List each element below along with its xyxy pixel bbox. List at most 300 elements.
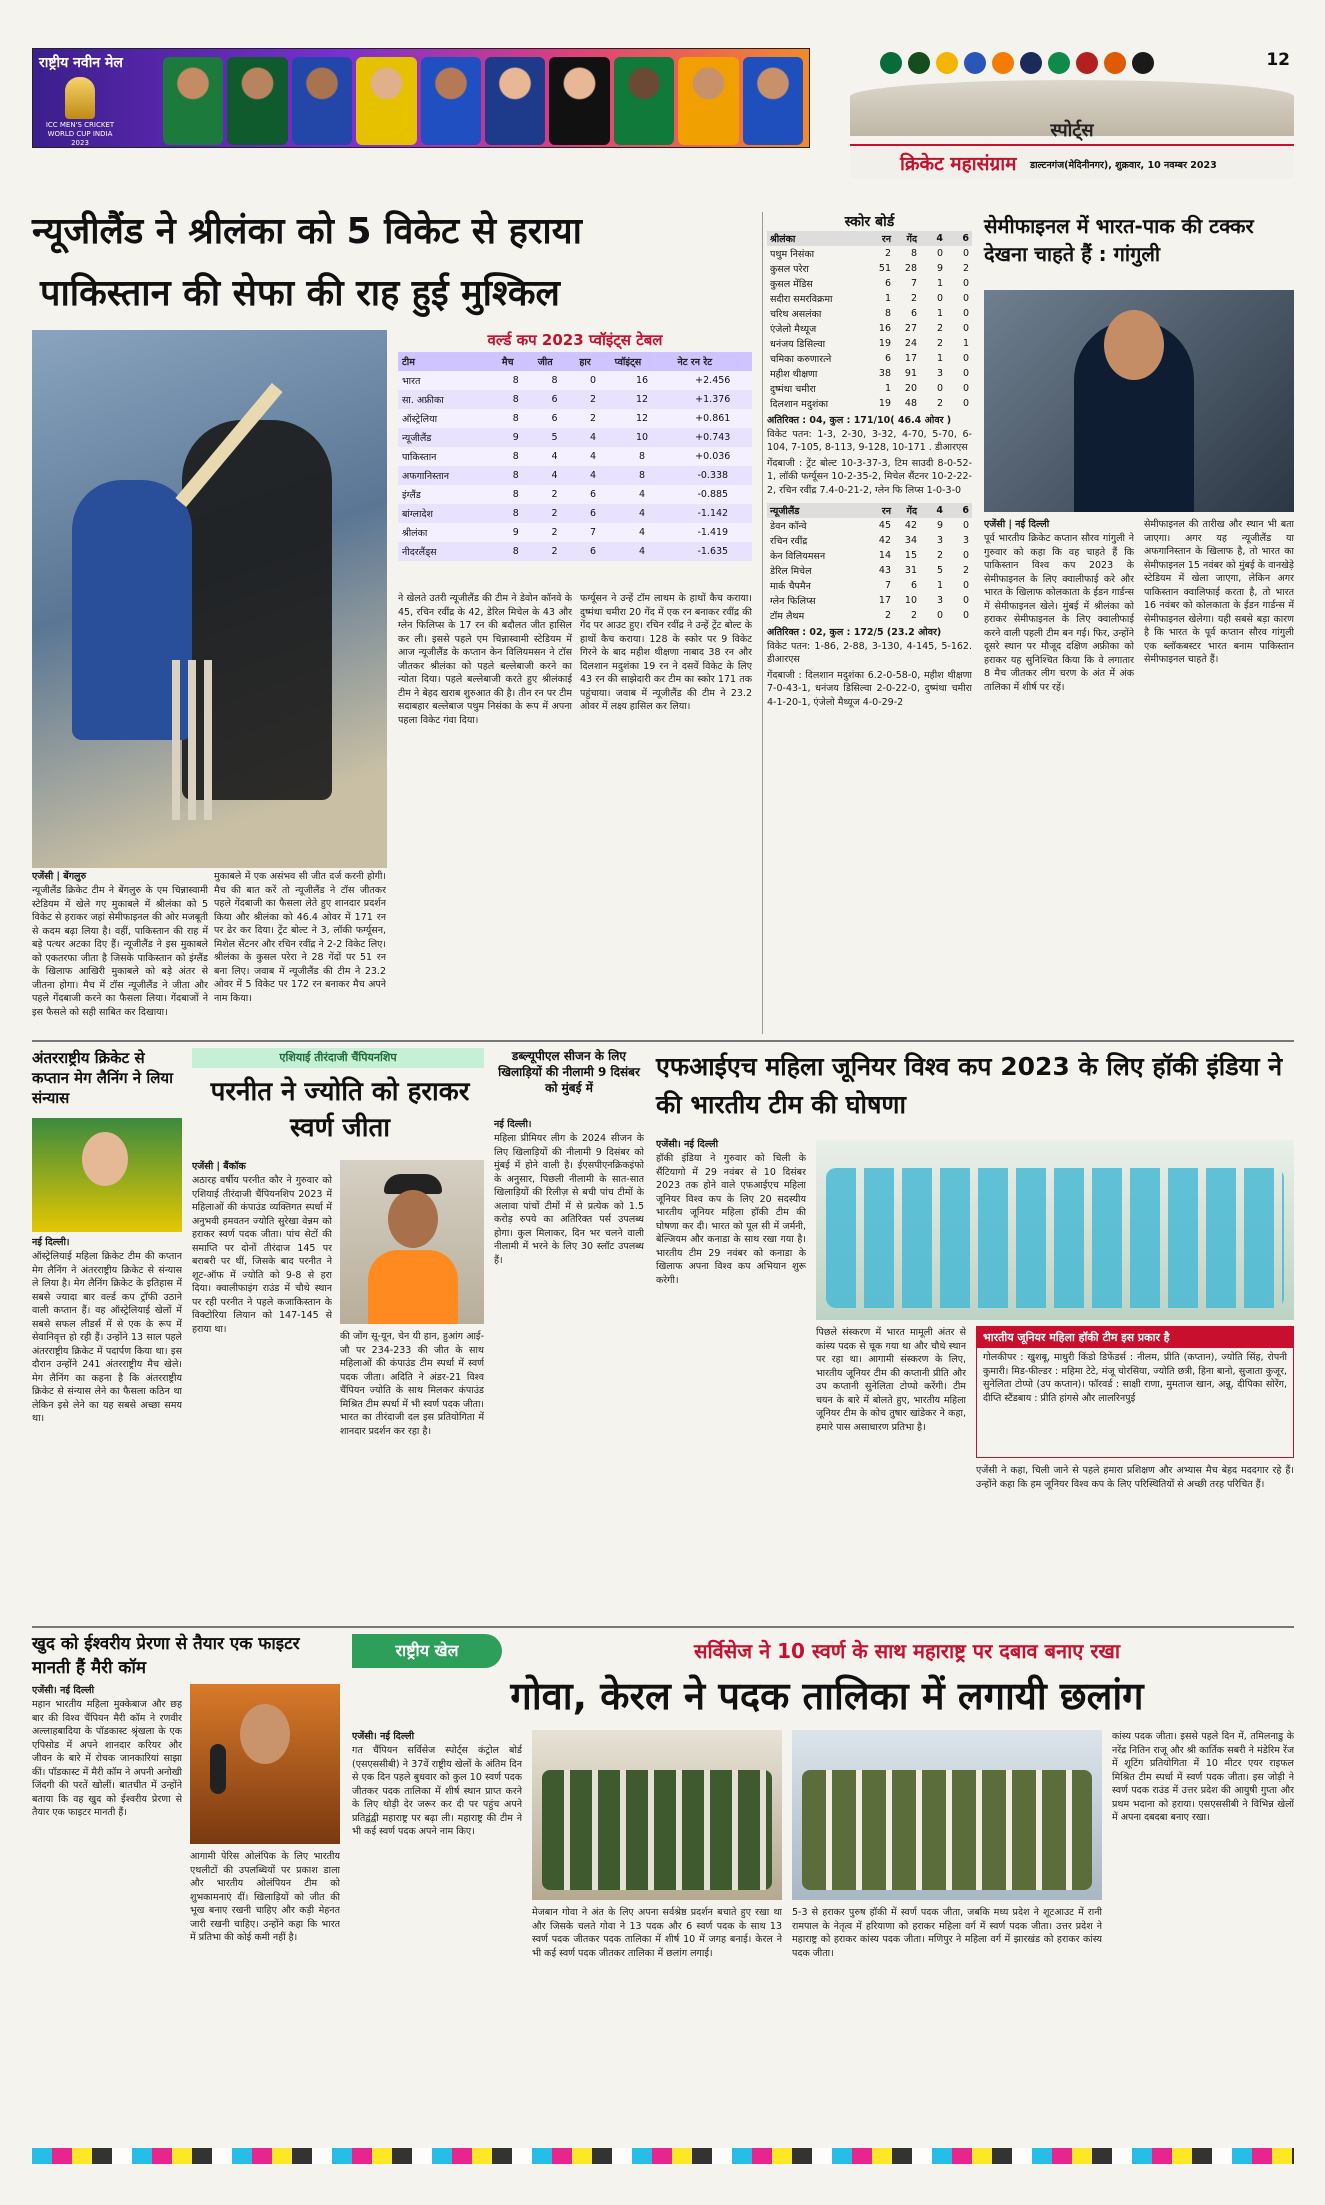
lead-body-col2: मुकाबले में एक असंभव सी जीत दर्ज करनी होगी। मैच की बात करें तो न्यूजीलैंड ने टॉस जीतकर पहले गेंदबाजी का फैसला लेते हुए शानदार प्रदर्शन किया और श्रीलंका को 46.4 ओवर में 171 रन पर ढेर कर दिया। ट्रेंट बोल्ट ने 3, लॉकी फर्ग्यूसन, मिशेल सेंटनर और रचिन रवींद्र ने 2-2 विकेट लिए। श्रीलंका के कुसल परेरा ने 28 गेंदों पर 51 रन बना लिए। जवाब में न्यूजीलैंड की टीम ने 23.2 ओवर में 5 विकेट पर 172 रन बनाकर मैच अपने नाम किया।: [214, 871, 386, 1004]
row-value: 12: [611, 409, 674, 428]
table-row: [767, 321, 972, 336]
row-value: 0: [936, 610, 943, 621]
lead-photo-caption: एजेंसी | बेंगलुरु: [32, 871, 87, 882]
row-label: पाकिस्तान: [398, 447, 498, 466]
player-photo: [163, 57, 223, 145]
hockey-headline: एफआईएच महिला जूनियर विश्व कप 2023 के लिए हॉकी इंडिया ने की भारतीय टीम की घोषणा: [656, 1052, 1283, 1119]
table-row: [767, 291, 972, 306]
row-value: 2: [884, 610, 891, 621]
row-value: 10: [611, 428, 674, 447]
header-fours: 4: [920, 231, 946, 246]
jersey: [368, 1250, 458, 1324]
row-value: 1: [936, 308, 943, 319]
row-label: भारत: [398, 371, 498, 390]
points-table-title: वर्ल्ड कप 2023 प्वॉइंट्स टेबल: [487, 331, 663, 349]
cricket-action-photo: [32, 330, 387, 868]
row-value: 8: [498, 371, 534, 390]
row-label: सा. अफ्रीका: [398, 390, 498, 409]
header-fours: 4: [920, 503, 946, 518]
row-value: 0: [962, 610, 969, 621]
row-value: 3: [936, 368, 943, 379]
row-value: 9: [498, 428, 534, 447]
table-row: [398, 390, 752, 409]
row-value: 12: [611, 390, 674, 409]
table-row: [767, 563, 972, 578]
parneet-headline: परनीत ने ज्योति को हराकर स्वर्ण जीता: [210, 1077, 470, 1143]
row-value: 5: [534, 428, 576, 447]
trophy-icon: [65, 77, 95, 119]
row-value: 5: [936, 565, 943, 576]
row-value: 6: [575, 504, 610, 523]
ganguly-headline: सेमीफाइनल में भारत-पाक की टक्कर देखना चाहते हैं : गांगुली: [984, 214, 1254, 266]
row-value: 3: [936, 595, 943, 606]
row-label: कुसल मेंडिस: [770, 279, 813, 290]
row-value: 0: [936, 248, 943, 259]
person-head: [240, 1704, 290, 1764]
ganguly-body: पूर्व भारतीय क्रिकेट कप्तान सौरव गांगुली ने गुरुवार को कहा कि वह चाहते हैं कि पाकिस्तान विश्व कप 2023 के सेमीफाइनल के लिए क्वालीफाई करे और भारत के खिलाफ कोलकाता के ईडन गार्डन्स में सेमीफाइनल खेले। मुंबई में श्रीलंका को हराकर सेमीफाइनल के लिए क्वालीफाई करने वाली पहली टीम बन गई। फिर, उन्होंने दूसरे स्थान पर मौजूद दक्षिण अफ्रीका को हराकर यह सुनिश्चित किया कि वे लगातार 8 मैच जीतकर लीग चरण के अंत में अंक तालिका में शीर्ष पर रहें।: [984, 533, 1134, 693]
extras-2: अतिरिक्त : 02, कुल : 172/5 (23.2 ओवर): [767, 627, 942, 638]
row-value: 20: [904, 383, 917, 394]
points-header-team: टीम: [398, 352, 498, 371]
row-label: ग्लेन फिलिप्स: [770, 596, 816, 607]
header-balls: गेंद: [894, 231, 920, 246]
row-value: 51: [878, 263, 891, 274]
team-row: [826, 1168, 1284, 1308]
row-value: 2: [534, 523, 576, 542]
table-row: [767, 548, 972, 563]
table-row: [398, 466, 752, 485]
row-value: +0.036: [674, 447, 752, 466]
table-row: [767, 518, 972, 533]
header-runs: रन: [868, 231, 894, 246]
parneet-tag: एशियाई तीरंदाजी चैंपियनशिप: [192, 1048, 484, 1068]
row-value: 4: [534, 447, 576, 466]
wpl-headline: डब्ल्यूपीएल सीजन के लिए खिलाड़ियों की नीलामी 9 दिसंबर को मुंबई में: [498, 1049, 640, 1095]
row-value: 38: [878, 368, 891, 379]
row-value: 6: [910, 580, 917, 591]
row-value: 34: [904, 535, 917, 546]
row-value: +0.861: [674, 409, 752, 428]
row-label: श्रीलंका: [398, 523, 498, 542]
national-games-body: गत चैंपियन सर्विसेज स्पोर्ट्स कंट्रोल बोर्ड (एसएससीबी) ने 37वें राष्ट्रीय खेलों के अंतिम दिन से एक दिन पहले बुधवार को कुल 10 स्वर्ण पदक जीतकर पदक तालिका में शीर्ष स्थान प्राप्त करने के लिए थोड़ी देर जरूर कर दी पर पहुंच अपने प्रतिद्वंद्वी महाराष्ट्र पर बढ़ा ली। महाराष्ट्र की टीम ने भी कई स्वर्ण पदक अपने नाम किए।: [352, 1745, 522, 1837]
row-label: दुष्मंथा चमीरा: [770, 384, 816, 395]
row-value: -0.885: [674, 485, 752, 504]
row-label: कुसल परेरा: [770, 264, 809, 275]
person-head: [388, 1190, 438, 1248]
row-label: चमिका करुणारत्ने: [770, 354, 832, 365]
table-row: [767, 306, 972, 321]
row-value: 1: [884, 383, 891, 394]
table-row: [398, 504, 752, 523]
scoreboard-table-1: [767, 231, 972, 411]
section-subtitle-bar: [850, 144, 1294, 178]
row-value: -0.338: [674, 466, 752, 485]
section-title: स्पोर्ट्स: [1050, 120, 1094, 141]
divider: [32, 1040, 1294, 1042]
row-value: 9: [498, 523, 534, 542]
table-row: [398, 428, 752, 447]
national-games-dateline: एजेंसी। नई दिल्ली: [352, 1731, 415, 1742]
row-value: 7: [884, 580, 891, 591]
scoreboard-table-2: [767, 503, 972, 623]
row-value: 0: [962, 308, 969, 319]
row-value: 6: [575, 485, 610, 504]
table-row: [398, 409, 752, 428]
group-photo: [542, 1770, 772, 1890]
row-value: 4: [575, 466, 610, 485]
row-value: 0: [936, 383, 943, 394]
row-value: 4: [575, 447, 610, 466]
flag-icon: [992, 52, 1014, 74]
row-label: दिलशान मदुशंका: [770, 399, 829, 410]
row-value: 8: [498, 447, 534, 466]
row-label: अफगानिस्तान: [398, 466, 498, 485]
row-value: 6: [534, 409, 576, 428]
table-row: [767, 578, 972, 593]
national-games-headline: गोवा, केरल ने पदक तालिका में लगायी छलांग: [510, 1674, 1144, 1718]
parneet-photo: [340, 1160, 484, 1324]
row-label: केन विलियमसन: [770, 551, 826, 562]
header-runs: रन: [868, 503, 894, 518]
team-box-title: भारतीय जूनियर महिला हॉकी टीम इस प्रकार है: [977, 1327, 1293, 1348]
microphone-icon: [210, 1744, 226, 1794]
parneet-dateline: एजेंसी | बैंकॉक: [192, 1161, 246, 1172]
header-sixes: 6: [946, 231, 972, 246]
team-1-name: श्रीलंका: [767, 231, 868, 246]
row-value: 1: [962, 338, 969, 349]
row-value: 19: [878, 338, 891, 349]
row-value: 16: [878, 323, 891, 334]
ganguly-body-2: सेमीफाइनल की तारीख और स्थान भी बता जाएगा। अगर यह न्यूजीलैंड या अफगानिस्तान के खिलाफ है, तो भारत का सेमीफाइनल 15 नवंबर को मुंबई के वानखेड़े स्टेडियम में खेला जाएगा, लेकिन अगर पाकिस्तान क्वालिफाई करता है, तो भारत 16 नवंबर को कोलकाता के ईडन गार्डन्स में सेमीफाइनल खेलेगा। यही सबसे बड़ा कारण है कि भारत के पूर्व कप्तान सौरव गांगुली एक ब्लॉकबस्टर भारत बनाम पाकिस्तान सेमीफाइनल चाहते हैं।: [1144, 519, 1294, 665]
player-photo: [743, 57, 803, 145]
row-value: 0: [962, 368, 969, 379]
row-value: 15: [904, 550, 917, 561]
points-header-lost: हार: [575, 352, 610, 371]
row-value: 28: [904, 263, 917, 274]
row-value: 6: [910, 308, 917, 319]
row-value: 0: [962, 293, 969, 304]
row-value: 4: [611, 542, 674, 561]
row-value: 0: [962, 383, 969, 394]
row-value: -1.635: [674, 542, 752, 561]
row-label: धनंजय डिसिल्वा: [770, 339, 826, 350]
marykom-body-2: आगामी पेरिस ओलंपिक के लिए भारतीय एथलीटों की उपलब्धियों पर प्रकाश डाला और भारतीय ओलंपियन टीम को शुभकामनाएं दीं। खिलाड़ियों को जीत की भूख बनाए रखनी चाहिए और कड़ी मेहनत जारी रखनी चाहिए। उन्होंने कहा कि भारत में प्रतिभा की कोई कमी नहीं है।: [190, 1851, 340, 1943]
marykom-dateline: एजेंसी। नई दिल्ली: [32, 1685, 95, 1696]
row-value: 0: [962, 580, 969, 591]
row-value: 0: [962, 353, 969, 364]
row-value: 3: [962, 535, 969, 546]
row-value: 0: [936, 293, 943, 304]
flag-icon: [1104, 52, 1126, 74]
points-table-grid: [398, 352, 752, 561]
row-value: 27: [904, 323, 917, 334]
player-photo: [292, 57, 352, 145]
row-value: 9: [936, 263, 943, 274]
paper-name: राष्ट्रीय नवीन मेल: [39, 55, 123, 71]
table-row: [767, 608, 972, 623]
row-value: +0.743: [674, 428, 752, 447]
row-value: 7: [910, 278, 917, 289]
ganguly-photo: [984, 290, 1294, 512]
row-value: 8: [611, 447, 674, 466]
player-photo: [227, 57, 287, 145]
hockey-team-photo: [816, 1140, 1294, 1320]
flag-icon: [1048, 52, 1070, 74]
fall-of-wickets-2: विकेट पतन: 1-86, 2-88, 3-130, 4-145, 5-162. डीआरएस: [767, 640, 972, 665]
flag-icon: [1020, 52, 1042, 74]
table-row: [767, 366, 972, 381]
team-box-body: गोलकीपर : खुशबू, माधुरी किंडो डिफेंडर्स : नीलम, प्रीति (कप्तान), ज्योति सिंह, रोपनी कुमारी। मिड-फील्डर : महिमा टेटे, मंजू चोरसिया, ज्योति छत्री, हिना बानो, सुजाता कुजूर, सुनेलिता टोप्पो (उप कप्तान)। फॉरवर्ड : साक्षी राणा, मुमताज खान, अन्नू, दीपिका सोरेंग, दीप्ति स्टैंडबाय : प्रीति हांगसे और लालरिनपुई: [983, 1352, 1287, 1404]
row-value: 1: [936, 580, 943, 591]
row-value: 6: [534, 390, 576, 409]
hockey-team-box: [976, 1326, 1294, 1458]
row-label: न्यूजीलैंड: [398, 428, 498, 447]
row-value: 4: [611, 485, 674, 504]
masthead-banner: [32, 48, 810, 148]
lead-headline-2: पाकिस्तान की सेफा की राह हुई मुश्किल: [40, 273, 560, 314]
wpl-dateline: नई दिल्ली।: [494, 1119, 532, 1130]
marykom-headline: खुद को ईश्वरीय प्रेरणा से तैयार एक फाइटर मानती हैं मैरी कॉम: [32, 1634, 300, 1678]
player-photo: [356, 57, 416, 145]
hockey-body-2: पिछले संस्करण में भारत मामूली अंतर से कांस्य पदक से चूक गया था और चौथे स्थान पर रहा था। आगामी संस्करण के लिए, भारतीय जूनियर टीम की कप्तानी प्रीति और उप कप्तानी सुनेलिता टोप्पो करेंगी। टीम चयन के बारे में बोलते हुए, भारतीय महिला जूनियर टीम के कोच तुषार खांडेकर ने कहा, हमारे पास असाधारण प्रतिभा है।: [816, 1327, 966, 1433]
flag-icon: [936, 52, 958, 74]
player-photo: [485, 57, 545, 145]
row-value: 4: [575, 428, 610, 447]
table-row: [767, 593, 972, 608]
parneet-body: अठारह वर्षीय परनीत कौर ने गुरुवार को एशियाई तीरंदाजी चैंपियनशिप 2023 में महिलाओं की कंपाउंड व्यक्तिगत स्पर्धा में अनुभवी हमवतन ज्योति सुरेखा वेन्नम को हराकर स्वर्ण पदक जीता। पांच सेटों की समाप्ति पर दोनों तीरंदाज 145 पर बराबरी पर थीं, जिसके बाद परनीत ने शूट-ऑफ में ज्योति को 9-8 से हरा दिया। क्वालीफाइंग राउंड में चौथे स्थान पर रही परनीत ने पहले कजाकिस्तान के विक्टोरिया लियान को 147-145 से हराया था।: [192, 1175, 332, 1335]
lanning-photo: [32, 1118, 182, 1232]
national-games-photo-1: [532, 1730, 782, 1900]
row-value: 0: [962, 248, 969, 259]
row-value: 8: [498, 504, 534, 523]
row-value: 19: [878, 398, 891, 409]
row-value: 8: [498, 542, 534, 561]
national-games-photo-2: [792, 1730, 1102, 1900]
row-value: 6: [575, 542, 610, 561]
row-value: 0: [962, 398, 969, 409]
row-value: 91: [904, 368, 917, 379]
row-value: 8: [611, 466, 674, 485]
bowling-2: गेंदबाजी : दिलशान मदुशंका 6.2-0-58-0, महीश थीक्षणा 7-0-43-1, धनंजय डिसिल्वा 2-0-22-0, दुष्मंथा चमीरा 4-1-20-1, एंजेलो मैथ्यूज 4-0-29-2: [767, 669, 972, 708]
marykom-body: महान भारतीय महिला मुक्केबाज और छह बार की विश्व चैंपियन मैरी कॉम ने रणवीर अल्लाहबादिया के पॉडकास्ट श्रृंखला के एक एपिसोड में अपने शानदार करियर और जीवन के बारे में रोचक जानकारियां साझा कीं। पॉडकास्ट में मैरी कॉम ने अपनी अनोखी जिंदगी की परतें खोलीं। बातचीत में उन्होंने बताया कि वह खुद को ईश्वरीय प्रेरणा से तैयार एक फाइटर मानती हैं।: [32, 1699, 182, 1818]
group-photo: [802, 1770, 1092, 1890]
row-value: 2: [534, 542, 576, 561]
row-value: 17: [878, 595, 891, 606]
table-row: [398, 447, 752, 466]
table-row: [767, 351, 972, 366]
row-label: इंग्लैंड: [398, 485, 498, 504]
row-value: 2: [962, 263, 969, 274]
row-value: -1.142: [674, 504, 752, 523]
row-value: 0: [962, 595, 969, 606]
row-value: 7: [575, 523, 610, 542]
row-value: 4: [611, 504, 674, 523]
national-games-tag: राष्ट्रीय खेल: [352, 1634, 502, 1668]
row-value: 2: [936, 550, 943, 561]
row-value: +1.376: [674, 390, 752, 409]
row-label: सदीरा समरविक्रमा: [770, 294, 833, 305]
points-table: [398, 330, 752, 584]
row-label: रचिन रवींद्र: [770, 536, 808, 547]
team-2-name: न्यूजीलैंड: [767, 503, 868, 518]
table-row: [767, 336, 972, 351]
national-games-body-3: 5-3 से हराकर पुरुष हॉकी में स्वर्ण पदक जीता, जबकि मध्य प्रदेश ने शूटआउट में रानी रामपाल के नेतृत्व में हरियाणा को हराकर महिला वर्ग में स्वर्ण पदक जीता। उत्तर प्रदेश ने महाराष्ट्र को हराकर कांस्य पदक जीता। मणिपुर ने महिला वर्ग में झारखंड को हराकर कांस्य पदक जीता।: [792, 1907, 1102, 1959]
parneet-body-2: की जोंग सू-यून, चेन यी हान, हुआंग आई-जौ पर 234-233 की जीत के साथ महिलाओं की कंपाउंड टीम स्पर्धा में स्वर्ण पदक जीता। अदिति ने अंडर-21 विश्व चैंपियन ज्योति के साथ मिलकर कंपाउंड मिश्रित टीम स्पर्धा में भी स्वर्ण पदक जीता। भारत का तीरंदाजी दल इस प्रतियोगिता में शानदार प्रदर्शन कर रहा है।: [340, 1331, 484, 1437]
row-value: 8: [498, 466, 534, 485]
row-value: 1: [936, 353, 943, 364]
row-value: 1: [884, 293, 891, 304]
points-header-nrr: नेट रन रेट: [674, 352, 752, 371]
row-value: 2: [534, 504, 576, 523]
row-value: 2: [884, 248, 891, 259]
lanning-dateline: नई दिल्ली।: [32, 1237, 70, 1248]
row-label: मार्क चैपमैन: [770, 581, 811, 592]
row-value: 2: [936, 398, 943, 409]
person-head: [82, 1132, 128, 1186]
player-photo: [421, 57, 481, 145]
row-value: +2.456: [674, 371, 752, 390]
row-label: बांग्लादेश: [398, 504, 498, 523]
table-row: [767, 396, 972, 411]
lead-headline-1: न्यूजीलैंड ने श्रीलंका को 5 विकेट से हराया: [32, 211, 582, 252]
row-value: 2: [534, 485, 576, 504]
section-header: [850, 48, 1294, 188]
row-value: 9: [936, 520, 943, 531]
row-value: 48: [904, 398, 917, 409]
row-value: 4: [611, 523, 674, 542]
row-value: 0: [962, 323, 969, 334]
flag-icon: [908, 52, 930, 74]
points-header-won: जीत: [534, 352, 576, 371]
hockey-dateline: एजेंसी। नई दिल्ली: [656, 1139, 719, 1150]
row-value: 24: [904, 338, 917, 349]
table-row: [398, 523, 752, 542]
lead-body-col1: न्यूजीलैंड क्रिकेट टीम ने बेंगलुरु के एम चिन्नास्वामी स्टेडियम में खेले गए मुकाबले में श्रीलंका को 5 विकेट से हराकर जहां सेमीफाइनल की ओर मजबूती से कदम बढ़ा लिया है। वहीं, पाकिस्तान की राह में बड़े पत्थर अटका दिए हैं। न्यूजीलैंड ने इस मुकाबले को एकतरफा जीता है जिसके पाकिस्तान को इंग्लैंड के खिलाफ आखिरी मुकाबले को बड़े अंतर से जीतना होगा। मैच में टॉस न्यूजीलैंड ने जीता और पहले गेंदबाजी करने का फैसला लिया। गेंदबाजों ने इस फैसले को सही साबित कर दिखाया।: [32, 885, 208, 1018]
hockey-body-3: एजेंसी ने कहा, चिली जाने से पहले हमारा प्रशिक्षण और अभ्यास मैच बेहद मददगार रहे हैं। उन्होंने कहा कि हम जूनियर विश्व कप के लिए परिस्थितियों से अच्छी तरह परिचित हैं।: [976, 1465, 1294, 1490]
wpl-body: महिला प्रीमियर लीग के 2024 सीजन के लिए खिलाड़ियों की नीलामी 9 दिसंबर को मुंबई में होने वाली है। ईएसपीएनक्रिकइंफो के अनुसार, पिछली नीलामी के सात-सात खिलाड़ियों की रिलीज़ से बची पांच टीमों के अलावा पांचों टीमों में से प्रत्येक को 1.5 करोड़ रुपये का अतिरिक्त पर्स उपलब्ध होगा। कुल मिलाकर, दिन भर चलने वाली नीलामी में भरने के लिए 30 स्लॉट उपलब्ध हैं।: [494, 1133, 644, 1266]
row-value: 2: [910, 293, 917, 304]
table-row: [398, 371, 752, 390]
row-value: 2: [575, 409, 610, 428]
row-value: 8: [498, 485, 534, 504]
row-value: 0: [962, 278, 969, 289]
row-value: 10: [904, 595, 917, 606]
national-games-kicker: सर्विसेज ने 10 स्वर्ण के साथ महाराष्ट्र पर दबाव बनाए रखा: [693, 1639, 1121, 1663]
table-row: [398, 485, 752, 504]
row-value: -1.419: [674, 523, 752, 542]
scoreboard-title: स्कोर बोर्ड: [844, 214, 895, 230]
row-value: 8: [884, 308, 891, 319]
table-row: [767, 261, 972, 276]
lanning-headline: अंतरराष्ट्रीय क्रिकेट से कप्तान मेग लैनिंग ने लिया संन्यास: [32, 1049, 173, 1107]
row-label: ऑस्ट्रेलिया: [398, 409, 498, 428]
row-value: 8: [534, 371, 576, 390]
row-value: 8: [498, 390, 534, 409]
row-value: 45: [878, 520, 891, 531]
players-collage: [163, 57, 803, 145]
row-value: 6: [884, 353, 891, 364]
row-value: 2: [962, 565, 969, 576]
row-value: 16: [611, 371, 674, 390]
table-row: [767, 276, 972, 291]
scoreboard: [762, 212, 972, 1034]
row-value: 2: [575, 390, 610, 409]
stumps: [172, 660, 212, 820]
page-number: 12: [1266, 50, 1290, 70]
section-subtitle: क्रिकेट महासंग्राम: [900, 153, 1017, 175]
table-row: [398, 542, 752, 561]
row-value: 43: [878, 565, 891, 576]
header-sixes: 6: [946, 503, 972, 518]
flag-icon: [1076, 52, 1098, 74]
row-value: 31: [904, 565, 917, 576]
row-label: चरिथ असलंका: [770, 309, 822, 320]
marykom-photo: [190, 1684, 340, 1844]
row-label: डेरिल मिचेल: [770, 566, 812, 577]
row-label: डेवन कॉन्वे: [770, 521, 807, 532]
row-value: 17: [904, 353, 917, 364]
lead-body-col4: फर्ग्यूसन ने उन्हें टॉम लाथम के हाथों कैच कराया। दुष्मंथा चमीरा 20 गेंद में एक रन बनाकर रवींद्र की गेंद पर आउट हुए। रचिन रवींद्र ने उन्हें ट्रेंट बोल्ट के हाथों कैच कराया। 128 के स्कोर पर 9 विकेट गिरने के बाद महीश थीक्षणा नाबाद 38 रन और दिलशान मदुशंका 19 रन ने दसवें विकेट के लिए 43 रन की साझेदारी कर टीम का स्कोर 171 तक पहुंचाया। जवाब में न्यूजीलैंड की टीम ने 23.2 ओवर में लक्ष्य हासिल कर लिया।: [580, 593, 752, 712]
lead-body-col3: ने खेलते उतरी न्यूजीलैंड की टीम ने डेवोन कॉनवे के 45, रचिन रवींद्र के 42, डेरिल मिचेल के 43 और ग्लेन फिलिप्स के 17 रन की बदौलत जीत हासिल कर ली। इससे पहले एम चिन्नास्वामी स्टेडियम में आज न्यूजीलैंड के कप्तान केन विलियमसन ने टॉस जीतकर श्रीलंका को पहले बल्लेबाजी करने का न्योता दिया। पहले बल्लेबाजी करते हुए श्रीलंकाई टीम ने बेहद खराब शुरुआत की है। तीन रन पर टीम सदाबहार बल्लेबाज पथुम निसंका के रूप में अपना पहला विकेट गंवा दिया।: [398, 593, 572, 726]
flag-icon: [964, 52, 986, 74]
table-row: [767, 246, 972, 261]
row-label: एंजेलो मैथ्यूज: [770, 324, 817, 335]
row-value: 0: [962, 520, 969, 531]
national-games-body-2: मेजबान गोवा ने अंत के लिए अपना सर्वश्रेष्ठ प्रदर्शन बचाते हुए रखा था और जिसके चलते गोवा ने 13 पदक और 6 स्वर्ण पदक के साथ 13 स्वर्ण पदक जीतकर पदक तालिका में शीर्ष 10 में जगह बनाई। केरल ने भी कई स्वर्ण पदक जीतकर तालिका में छलांग लगाई।: [532, 1907, 782, 1959]
row-value: 3: [936, 535, 943, 546]
player-photo: [678, 57, 738, 145]
row-value: 42: [878, 535, 891, 546]
divider: [32, 1626, 1294, 1628]
flag-icon: [880, 52, 902, 74]
national-games-body-4: कांस्य पदक जीता। इससे पहले दिन में, तमिलनाडु के नरेंद्र नितिन राजू और श्री कार्तिक सबरी ने मंडेरिम रेंज में शूटिंग प्रतियोगिता में 10 मीटर एयर राइफल मिश्रित टीम स्पर्धा में स्वर्ण पदक जीता। इस जोड़ी ने स्वर्ण पदक राउंड में उत्तर प्रदेश की आयुषी गुप्ता और प्रथम भदाना को हराया। एसएससीबी ने विभिन्न खेलों में अपना दबदबा बनाए रखा।: [1112, 1731, 1294, 1823]
player-photo: [549, 57, 609, 145]
dateline: डाल्टनगंज(मेदिनीनगर), शुक्रवार, 10 नवम्बर 2023: [1030, 160, 1217, 171]
lanning-body: ऑस्ट्रेलियाई महिला क्रिकेट टीम की कप्तान मेग लैनिंग ने अंतरराष्ट्रीय क्रिकेट से संन्यास ले लिया है। मेग लैनिंग क्रिकेट के इतिहास में सबसे ज्यादा बार वर्ल्ड कप ट्रॉफी उठाने वाली कप्तान हैं। वह ऑस्ट्रेलियाई खेलों में सबसे सफल लीडर्स में से एक के रूप में सेवानिवृत्त हो रही हैं। उन्होंने 13 साल पहले अंतरराष्ट्रीय क्रिकेट में पदार्पण किया था। इस दौरान उन्होंने 241 अंतरराष्ट्रीय मैच खेले। मेग लैनिंग का कहना है कि अंतरराष्ट्रीय क्रिकेट से संन्यास लेने का फैसला कठिन था लेकिन इसे लेने का यह सबसे अच्छा समय था।: [32, 1251, 182, 1424]
row-value: 2: [936, 338, 943, 349]
header-balls: गेंद: [894, 503, 920, 518]
row-label: पथुम निसंका: [770, 249, 815, 260]
hockey-body: हॉकी इंडिया ने गुरुवार को चिली के सैंटियागो में 29 नवंबर से 10 दिसंबर 2023 तक होने वाले एफआईएच महिला जूनियर विश्व कप के लिए 20 सदस्यीय भारतीय जूनियर महिला हॉकी टीम की घोषणा कर दी। भारत को पूल सी में जर्मनी, बेल्जियम और कनाडा के साथ रखा गया है। भारतीय टीम 29 नवंबर को कनाडा के खिलाफ अपना विश्व कप अभियान शुरू करेगी।: [656, 1153, 806, 1286]
row-label: टॉम लैथम: [770, 611, 805, 622]
world-cup-logo: ICC MEN'S CRICKET WORLD CUP INDIA 2023: [39, 77, 121, 145]
extras-1: अतिरिक्त : 04, कुल : 171/10( 46.4 ओवर ): [767, 415, 952, 426]
row-value: 14: [878, 550, 891, 561]
row-value: 8: [910, 248, 917, 259]
row-value: 42: [904, 520, 917, 531]
person-head: [1104, 310, 1164, 380]
row-value: 4: [534, 466, 576, 485]
points-header-matches: मैच: [498, 352, 534, 371]
row-value: 0: [962, 550, 969, 561]
table-row: [767, 381, 972, 396]
table-row: [767, 533, 972, 548]
row-value: 6: [884, 278, 891, 289]
row-label: महीश थीक्षणा: [770, 369, 818, 380]
fall-of-wickets-1: विकेट पतन: 1-3, 2-30, 3-32, 4-70, 5-70, 6-104, 7-105, 8-113, 9-128, 10-171 . डीआरएस: [767, 428, 972, 453]
ganguly-dateline: एजेंसी | नई दिल्ली: [984, 519, 1050, 530]
player-photo: [614, 57, 674, 145]
row-value: 2: [910, 610, 917, 621]
bowling-1: गेंदबाजी : ट्रेंट बोल्ट 10-3-37-3, टिम साउदी 8-0-52-1, लॉकी फर्ग्यूसन 10-2-35-2, मिचेल सैंटनर 10-2-22-2, रचिन रवींद्र 7.4-0-21-2, ग्लेन फि लिप्स 1-0-3-0: [767, 457, 972, 496]
row-label: नीदरलैंड्स: [398, 542, 498, 561]
points-header-points: प्वॉइंट्स: [611, 352, 674, 371]
row-value: 2: [936, 323, 943, 334]
flag-icon: [1132, 52, 1154, 74]
row-value: 8: [498, 409, 534, 428]
team-flags: [880, 52, 1154, 74]
print-registration-bar: [32, 2148, 1294, 2164]
